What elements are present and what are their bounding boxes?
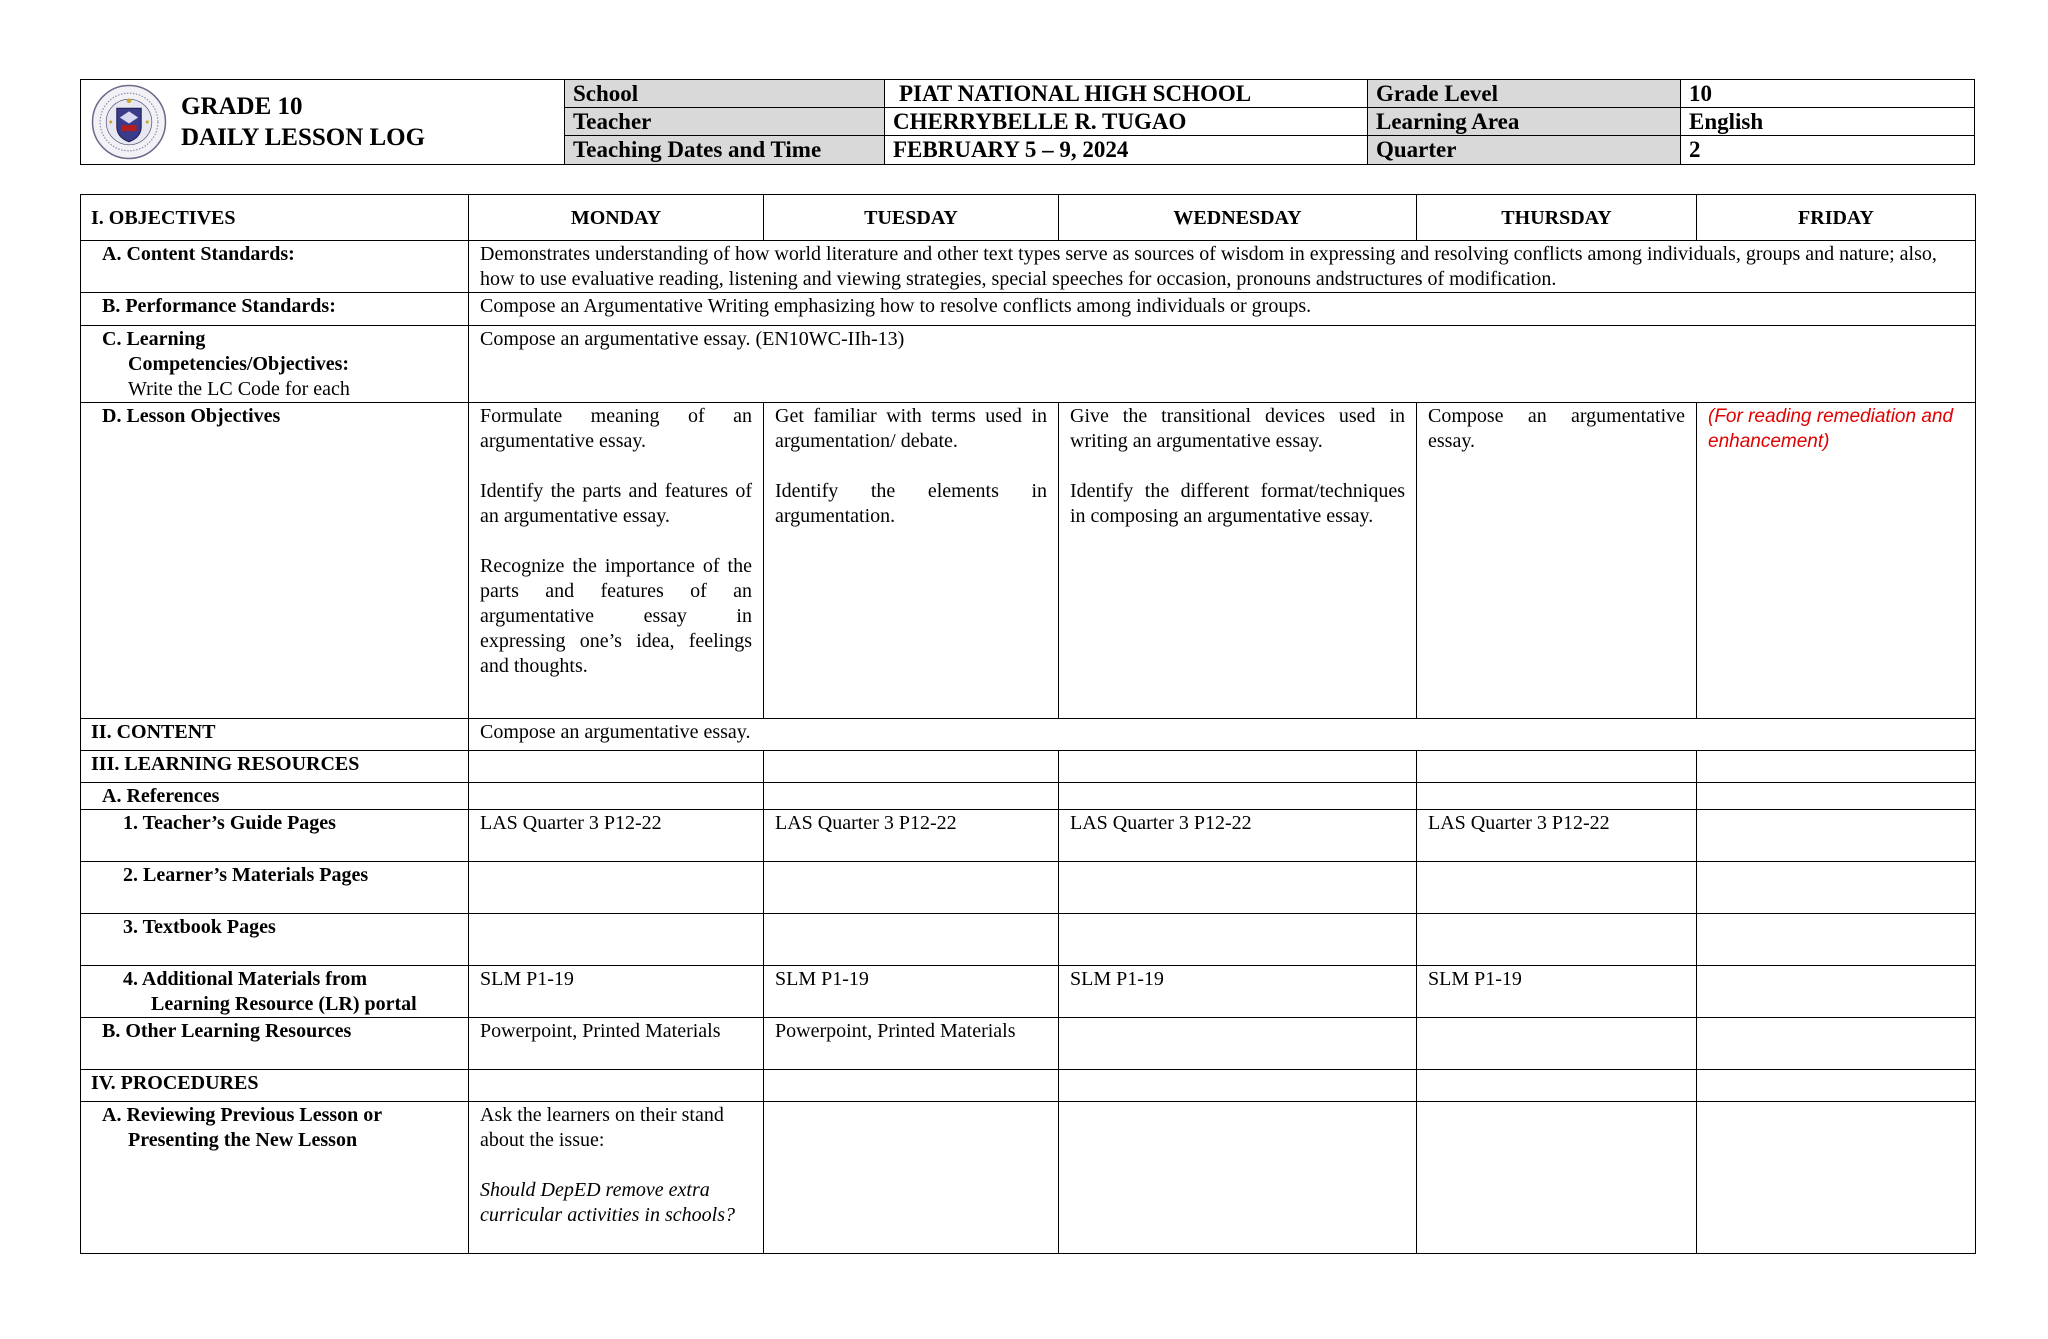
lc-label-line2: Competencies/Objectives: [128, 353, 350, 375]
objective-text: Identify the different format/techniques in composing an argumentative essay. [1070, 480, 1405, 527]
additional-materials-thursday: SLM P1-19 [1417, 966, 1697, 1018]
performance-standards-text: Compose an Argumentative Writing emphasizing how to resolve conflicts among individuals or groups. [469, 293, 1976, 326]
additional-label-line1: 4. Additional Materials from [123, 968, 368, 990]
table-cell [1697, 914, 1976, 966]
other-resources-friday [1697, 1018, 1976, 1070]
content-heading: II. CONTENT [81, 719, 469, 751]
references-label: A. References [81, 783, 469, 810]
header-info-grid [565, 80, 1974, 164]
table-cell [469, 751, 764, 783]
table-cell [1697, 783, 1976, 810]
friday-objectives [1697, 403, 1976, 719]
table-row [81, 810, 1976, 862]
table-cell [469, 783, 764, 810]
thursday-objectives [1417, 403, 1697, 719]
textbook-pages-label: 3. Textbook Pages [81, 914, 469, 966]
table-cell [1417, 751, 1697, 783]
teachers-guide-tuesday: LAS Quarter 3 P12-22 [764, 810, 1059, 862]
table-row [81, 914, 1976, 966]
monday-objectives [469, 403, 764, 719]
table-cell [764, 1070, 1059, 1102]
daily-lesson-log-table [80, 194, 1976, 1254]
learning-area-label: Learning Area [1368, 108, 1681, 136]
title-grade: GRADE 10 [181, 93, 303, 120]
reviewing-lesson-label [81, 1102, 469, 1254]
lesson-log-header [80, 79, 1975, 165]
table-row [81, 751, 1976, 783]
table-row [81, 966, 1976, 1018]
table-row [81, 783, 1976, 810]
additional-materials-friday [1697, 966, 1976, 1018]
table-cell [764, 914, 1059, 966]
table-cell [1697, 1102, 1976, 1254]
table-row [81, 403, 1976, 719]
header-title-block [81, 80, 565, 164]
review-prompt: Ask the learners on their stand about the issue: [480, 1104, 724, 1151]
teacher-value: CHERRYBELLE R. TUGAO [885, 108, 1368, 136]
tuesday-objectives [764, 403, 1059, 719]
table-cell [764, 751, 1059, 783]
table-row [81, 719, 1976, 751]
review-label-line1: A. Reviewing Previous Lesson or [102, 1104, 383, 1126]
teaching-dates-label: Teaching Dates and Time [565, 136, 885, 164]
content-standards-text: Demonstrates understanding of how world literature and other text types serve as sources of wisdom in expressing and resolving conflicts among individuals, groups and nature; also, how to use evaluative reading, listening and viewing strategies, special speeches for occasion, pronouns andstructures of modification. [469, 241, 1976, 293]
table-cell [1059, 1070, 1417, 1102]
grade-level-label: Grade Level [1368, 80, 1681, 108]
objectives-heading: I. OBJECTIVES [81, 195, 469, 241]
day-header-wednesday: WEDNESDAY [1059, 195, 1417, 241]
teacher-label: Teacher [565, 108, 885, 136]
other-resources-tuesday: Powerpoint, Printed Materials [764, 1018, 1059, 1070]
friday-remediation-note: (For reading remediation and enhancement) [1708, 406, 1954, 452]
content-standards-label: A. Content Standards: [81, 241, 469, 293]
teachers-guide-friday [1697, 810, 1976, 862]
table-cell [1417, 783, 1697, 810]
table-cell [1059, 862, 1417, 914]
teachers-guide-label: 1. Teacher’s Guide Pages [81, 810, 469, 862]
table-cell [469, 1070, 764, 1102]
table-cell [1697, 862, 1976, 914]
learning-resources-heading: III. LEARNING RESOURCES [81, 751, 469, 783]
additional-materials-wednesday: SLM P1-19 [1059, 966, 1417, 1018]
school-label: School [565, 80, 885, 108]
lc-label-line3: Write the LC Code for each [128, 378, 350, 400]
table-row [81, 293, 1976, 326]
objective-text: Compose an argumentative essay. [1428, 405, 1685, 452]
learning-area-value: English [1681, 108, 1974, 136]
table-row [81, 1070, 1976, 1102]
additional-materials-monday: SLM P1-19 [469, 966, 764, 1018]
wednesday-objectives [1059, 403, 1417, 719]
table-row [81, 1102, 1976, 1254]
table-cell [1417, 862, 1697, 914]
table-cell [1417, 1070, 1697, 1102]
reviewing-lesson-monday [469, 1102, 764, 1254]
table-cell [1697, 751, 1976, 783]
teachers-guide-thursday: LAS Quarter 3 P12-22 [1417, 810, 1697, 862]
table-row [81, 862, 1976, 914]
table-cell [764, 1102, 1059, 1254]
additional-label-line2: Learning Resource (LR) portal [151, 993, 417, 1015]
table-cell [1059, 751, 1417, 783]
table-cell [1697, 1070, 1976, 1102]
content-text: Compose an argumentative essay. [469, 719, 1976, 751]
day-header-tuesday: TUESDAY [764, 195, 1059, 241]
table-row [81, 195, 1976, 241]
other-resources-thursday [1417, 1018, 1697, 1070]
learners-materials-label: 2. Learner’s Materials Pages [81, 862, 469, 914]
objective-text: Identify the elements in argumentation. [775, 480, 1047, 527]
additional-materials-tuesday: SLM P1-19 [764, 966, 1059, 1018]
objective-text: Give the transitional devices used in writing an argumentative essay. [1070, 405, 1405, 452]
other-resources-monday: Powerpoint, Printed Materials [469, 1018, 764, 1070]
quarter-value: 2 [1689, 137, 1701, 162]
quarter-label: Quarter [1368, 136, 1681, 164]
lesson-objectives-label: D. Lesson Objectives [81, 403, 469, 719]
review-question: Should DepED remove extra curricular activities in schools? [480, 1179, 735, 1226]
table-cell [469, 862, 764, 914]
page-title [181, 91, 425, 153]
table-cell [469, 914, 764, 966]
table-row [81, 326, 1976, 403]
table-cell [1059, 783, 1417, 810]
table-cell [1059, 1102, 1417, 1254]
table-cell [1417, 1102, 1697, 1254]
day-header-friday: FRIDAY [1697, 195, 1976, 241]
table-cell [764, 783, 1059, 810]
performance-standards-label: B. Performance Standards: [81, 293, 469, 326]
teachers-guide-monday: LAS Quarter 3 P12-22 [469, 810, 764, 862]
learning-competencies-label [81, 326, 469, 403]
deped-seal-icon [91, 84, 167, 160]
table-row [81, 1018, 1976, 1070]
grade-level-value: 10 [1681, 80, 1974, 108]
title-log: DAILY LESSON LOG [181, 124, 426, 151]
day-header-monday: MONDAY [469, 195, 764, 241]
table-cell [1417, 914, 1697, 966]
other-resources-label: B. Other Learning Resources [81, 1018, 469, 1070]
objective-text: Recognize the importance of the parts and features of an argumentative essay in expressing one’s idea, feelings and thoughts. [480, 555, 752, 677]
review-label-line2: Presenting the New Lesson [128, 1129, 358, 1151]
table-row [81, 241, 1976, 293]
lc-label-line1: C. Learning [102, 328, 206, 350]
school-value: PIAT NATIONAL HIGH SCHOOL [885, 80, 1368, 108]
objective-text: Get familiar with terms used in argumentation/ debate. [775, 405, 1047, 452]
objective-text: Identify the parts and features of an argumentative essay. [480, 480, 752, 527]
additional-materials-label [81, 966, 469, 1018]
teachers-guide-wednesday: LAS Quarter 3 P12-22 [1059, 810, 1417, 862]
table-cell [764, 862, 1059, 914]
table-cell [1059, 914, 1417, 966]
procedures-heading: IV. PROCEDURES [81, 1070, 469, 1102]
other-resources-wednesday [1059, 1018, 1417, 1070]
day-header-thursday: THURSDAY [1417, 195, 1697, 241]
objective-text: Formulate meaning of an argumentative essay. [480, 405, 752, 452]
teaching-dates-value: FEBRUARY 5 – 9, 2024 [885, 136, 1368, 164]
learning-competencies-text: Compose an argumentative essay. (EN10WC-IIh-13) [469, 326, 1976, 403]
